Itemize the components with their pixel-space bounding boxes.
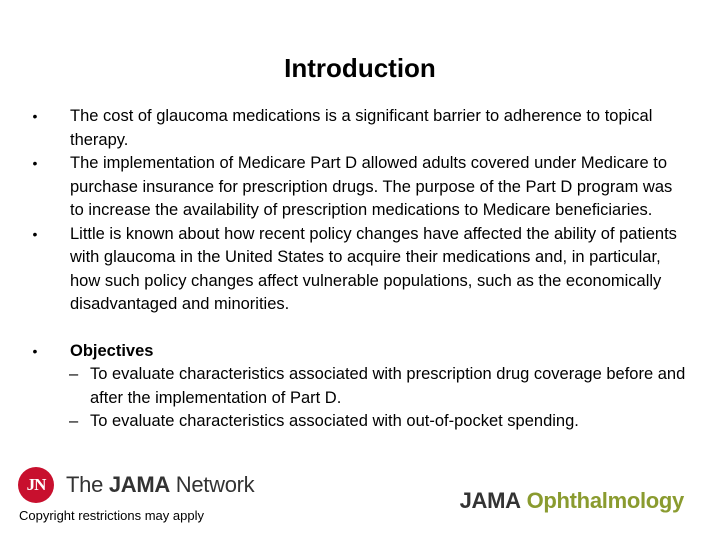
slide-title: Introduction: [284, 53, 436, 83]
copyright-notice: Copyright restrictions may apply: [19, 508, 204, 523]
bullet-text: The implementation of Medicare Part D allowed adults covered under Medicare to purchase insurance for prescription drugs. The purpose of the Part D program was to increase the availability of prescription medications to Medicare beneficiaries.: [70, 154, 673, 219]
objectives-item: [30, 340, 690, 364]
bullet-item: [30, 223, 690, 317]
bullet-dot: •: [32, 225, 38, 242]
objective-subitem: [30, 410, 690, 434]
dash-marker: –: [69, 365, 79, 383]
journal-name: Ophthalmology: [526, 488, 684, 513]
objective-subitem: [30, 363, 690, 410]
journal-brand: JAMA: [459, 488, 521, 513]
bullet-dot: •: [32, 155, 38, 171]
jama-ophthalmology-logo: [460, 488, 684, 514]
bullet-dot: •: [32, 108, 38, 124]
objective-text: To evaluate characteristics associated with prescription drug coverage before and after the implementation of Part D.: [90, 365, 686, 407]
objectives-heading: Objectives: [70, 341, 154, 360]
objective-text: To evaluate characteristics associated with out-of-pocket spending.: [90, 412, 579, 430]
jama-network-logo: [18, 467, 254, 503]
bullet-text: The cost of glaucoma medications is a significant barrier to adherence to topical therapy.: [70, 107, 653, 149]
bullet-item: [30, 105, 690, 152]
bullet-dot: •: [32, 342, 38, 359]
jama-network-wordmark: The JAMA Network: [66, 472, 255, 497]
bullet-item: [30, 152, 690, 223]
bullet-list: [30, 105, 690, 434]
dash-marker: –: [69, 412, 79, 430]
jn-monogram-icon: JN: [18, 467, 54, 503]
bullet-text: Little is known about how recent policy changes have affected the ability of patients with glaucoma in the United States to acquire their medications and, in particular, how such policy changes affect vulnerable populations, such as the economically disadvantaged and minorities.: [70, 224, 677, 313]
